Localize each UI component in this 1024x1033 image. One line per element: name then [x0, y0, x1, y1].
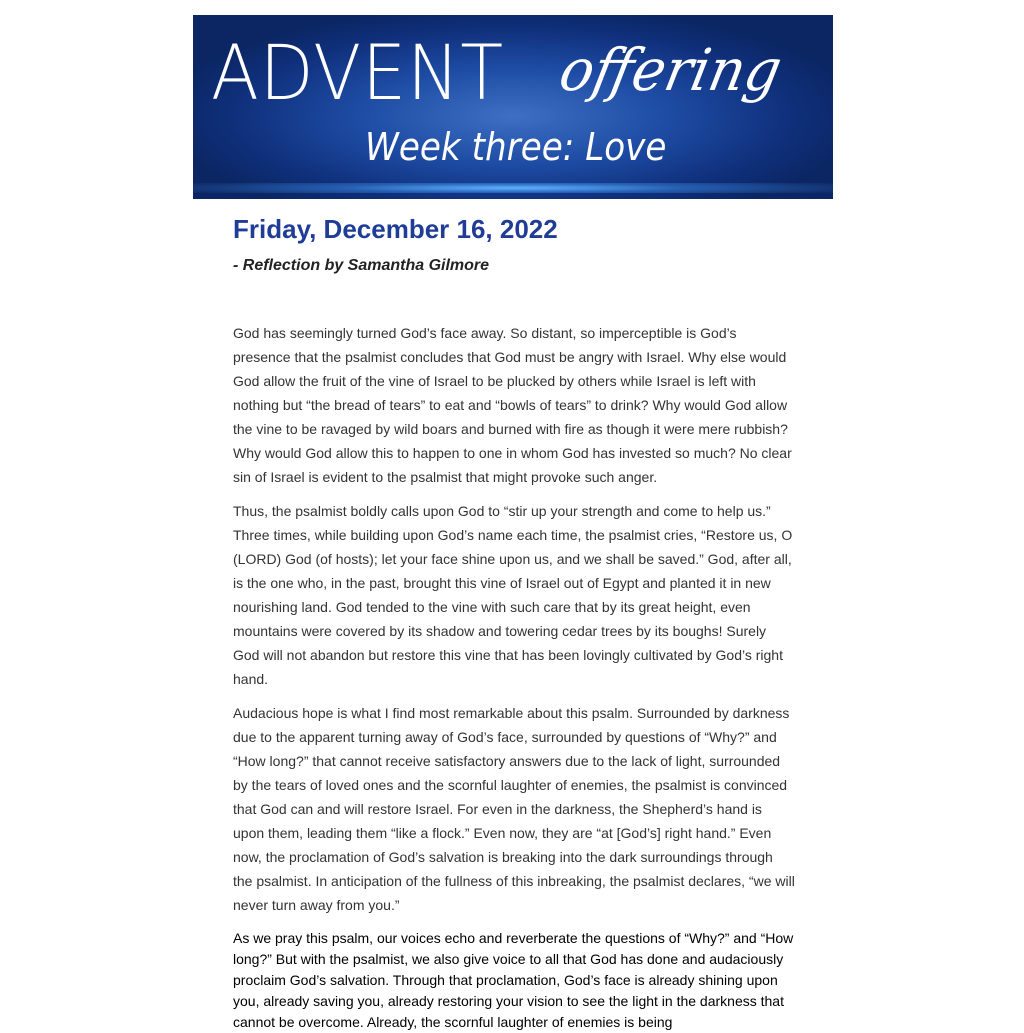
- article-byline: - Reflection by Samantha Gilmore: [233, 257, 490, 274]
- article-content: [233, 210, 795, 1033]
- banner-title: ADVENT: [211, 28, 504, 117]
- banner-glow-line: [193, 183, 833, 193]
- banner-script-word: offering: [554, 36, 788, 104]
- article-paragraph-1: God has seemingly turned God’s face away. So distant, so imperceptible is God’s presence that the psalmist concludes that God must be angry with Israel. Why else would God allow the fruit of the vine of Israel to be plucked by others while Israel is left with nothing but “the bread of tears” to eat and “bowls of tears” to drink? Why would God allow the vine to be ravaged by wild boars and burned with fire as though it were mere rubbish? Why would God allow this to happen to one in whom God has invested so much? No clear sin of Israel is evident to the psalmist that might provoke such anger.: [233, 325, 792, 485]
- article-paragraph-3: Audacious hope is what I find most remarkable about this psalm. Surrounded by darkness due to the apparent turning away of God’s face, surrounded by questions of “Why?” and “How long?” that cannot receive satisfactory answers due to the lack of light, surrounded by the tears of loved ones and the scornful laughter of enemies, the psalmist is convinced that God can and will restore Israel. For even in the darkness, the Shepherd’s hand is upon them, leading them “like a flock.” Even now, they are “at [God’s] right hand.” Even now, the proclamation of God’s salvation is breaking into the dark surroundings through the psalmist. In anticipation of the fullness of this inbreaking, the psalmist declares, “we will never turn away from you.”: [233, 705, 795, 913]
- article-paragraph-2: Thus, the psalmist boldly calls upon God to “stir up your strength and come to help us.” Three times, while building upon God’s name each time, the psalmist cries, “Restore us, O (LORD) God (of hosts); let your face shine upon us, and we shall be saved.” God, after all, is the one who, in the past, brought this vine of Israel out of Egypt and planted it in new nourishing land. God tended to the vine with such care that by its great height, even mountains were covered by its shadow and towering cedar trees by its boughs! Surely God will not abandon but restore this vine that has been lovingly cultivated by God’s right hand.: [233, 503, 793, 687]
- article-paragraph-4: As we pray this psalm, our voices echo and reverberate the questions of “Why?” and “How long?” But with the psalmist, we also give voice to all that God has done and audaciously proclaim God’s salvation. Through that proclamation, God’s face is already shining upon you, already saving you, already restoring your vision to see the light in the darkness that cannot be overcome. Already, the scornful laughter of enemies is being: [233, 930, 794, 1030]
- banner-subtitle: Week three: Love: [365, 125, 667, 169]
- article-date: Friday, December 16, 2022: [233, 214, 558, 244]
- advent-offering-banner: [193, 15, 833, 199]
